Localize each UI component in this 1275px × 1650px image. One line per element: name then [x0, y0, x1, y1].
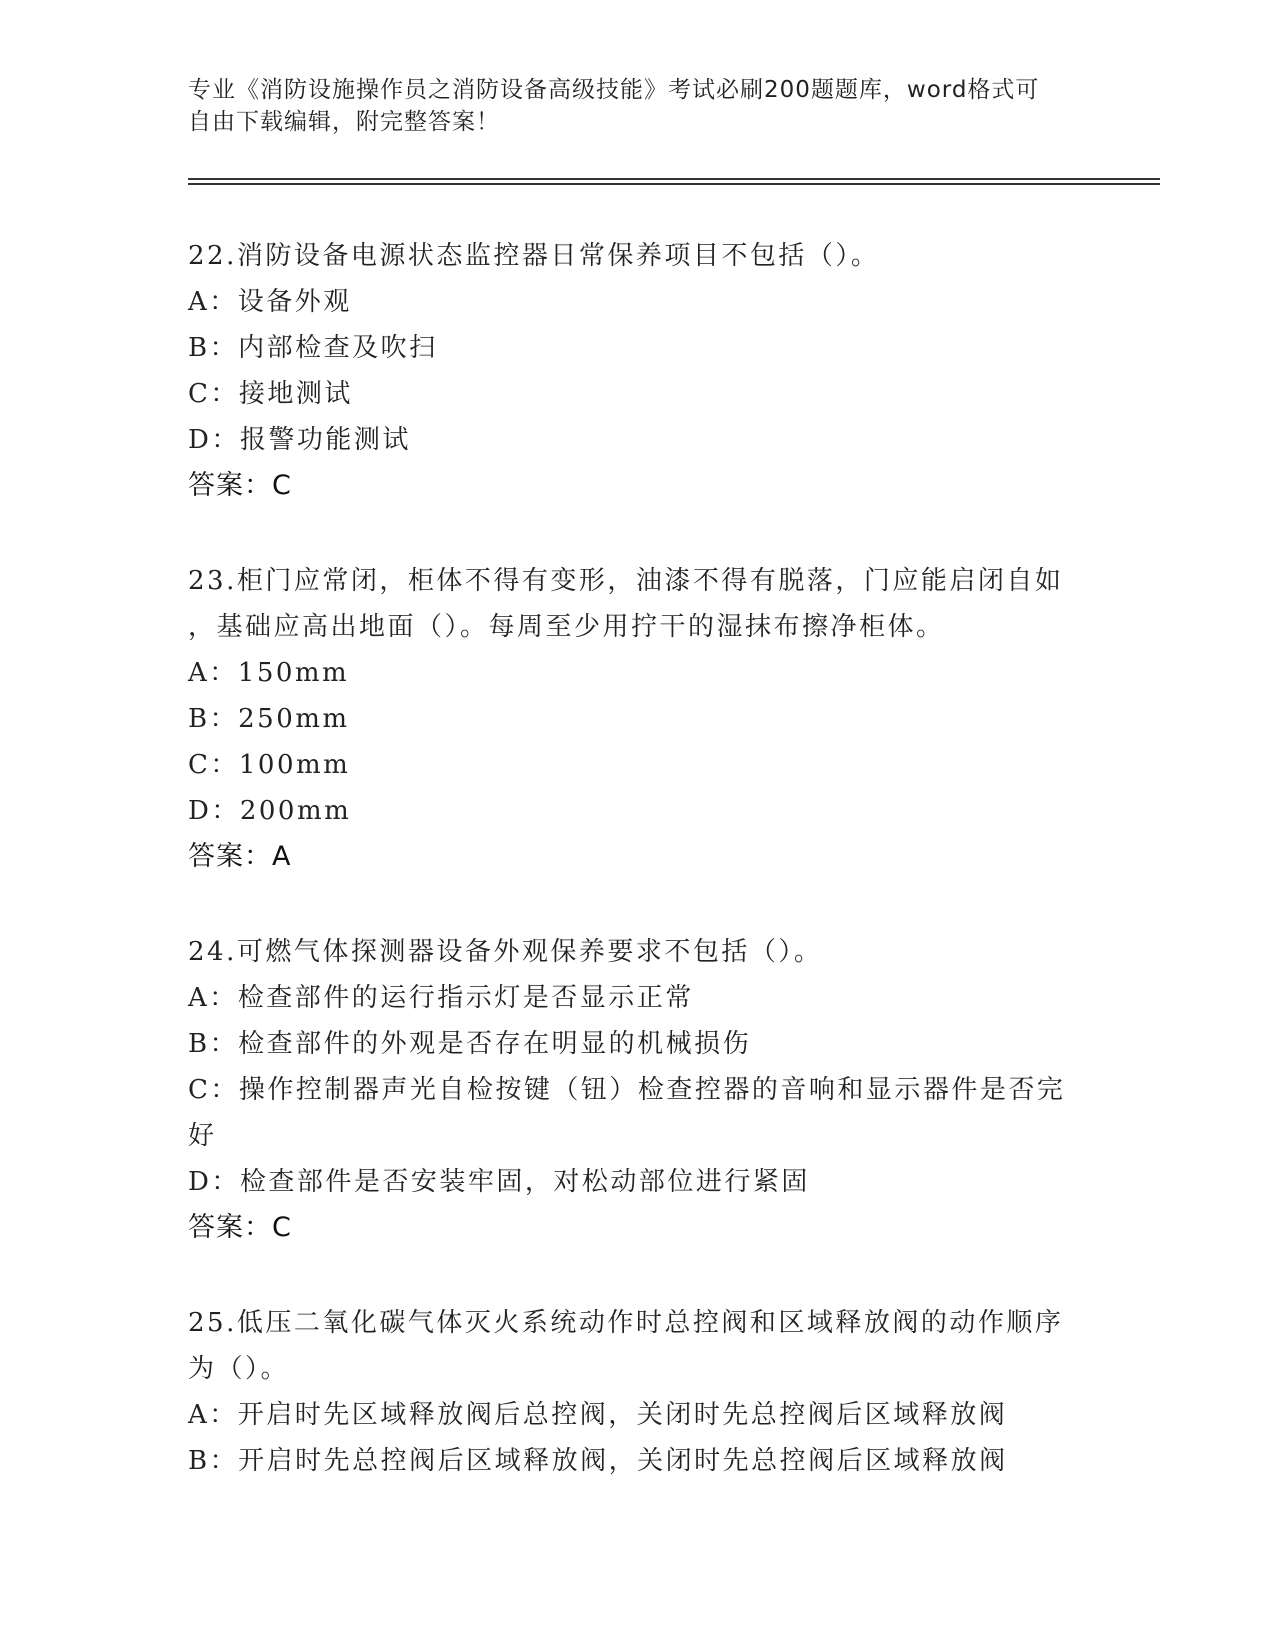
header-divider-bottom — [188, 183, 1160, 185]
option-a: A：设备外观 — [188, 287, 352, 317]
question-25 — [188, 1300, 1088, 1484]
document-header — [188, 74, 1088, 138]
question-list — [188, 233, 1088, 1533]
option-a: A：开启时先区域释放阀后总控阀，关闭时先总控阀后区域释放阀 — [188, 1400, 1008, 1430]
option-c: C：100mm — [188, 750, 351, 780]
option-c: C：接地测试 — [188, 379, 353, 409]
option-c-continued: 好 — [188, 1121, 217, 1151]
option-d: D：报警功能测试 — [188, 425, 411, 455]
question-text-line-2: 为（）。 — [188, 1354, 290, 1384]
answer: 答案：A — [188, 841, 292, 872]
question-23 — [188, 558, 1088, 880]
option-b: B：250mm — [188, 704, 350, 734]
option-a: A：检查部件的运行指示灯是否显示正常 — [188, 983, 694, 1013]
option-b: B：内部检查及吹扫 — [188, 333, 438, 363]
question-text: 22.消防设备电源状态监控器日常保养项目不包括（）。 — [188, 241, 880, 271]
question-text-line-2: ，基础应高出地面（）。每周至少用拧干的湿抹布擦净柜体。 — [188, 612, 945, 642]
answer: 答案：C — [188, 1212, 292, 1243]
option-b: B：检查部件的外观是否存在明显的机械损伤 — [188, 1029, 752, 1059]
question-text-line-1: 23.柜门应常闭，柜体不得有变形，油漆不得有脱落，门应能启闭自如 — [188, 566, 1064, 596]
option-b: B：开启时先总控阀后区域释放阀，关闭时先总控阀后区域释放阀 — [188, 1446, 1008, 1476]
header-line-2: 自由下载编辑，附完整答案！ — [188, 109, 500, 135]
answer: 答案：C — [188, 470, 292, 501]
option-a: A：150mm — [188, 658, 350, 688]
header-divider-top — [188, 178, 1160, 180]
question-24 — [188, 929, 1088, 1251]
option-c: C：操作控制器声光自检按键（钮）检查控器的音响和显示器件是否完 — [188, 1075, 1066, 1105]
header-line-1: 专业《消防设施操作员之消防设备高级技能》考试必刷200题题库，word格式可 — [188, 77, 1040, 103]
question-text-line-1: 25.低压二氧化碳气体灭火系统动作时总控阀和区域释放阀的动作顺序 — [188, 1308, 1064, 1338]
option-d: D：200mm — [188, 796, 352, 826]
question-text: 24.可燃气体探测器设备外观保养要求不包括（）。 — [188, 937, 823, 967]
option-d: D：检查部件是否安装牢固，对松动部位进行紧固 — [188, 1167, 810, 1197]
question-22 — [188, 233, 1088, 509]
